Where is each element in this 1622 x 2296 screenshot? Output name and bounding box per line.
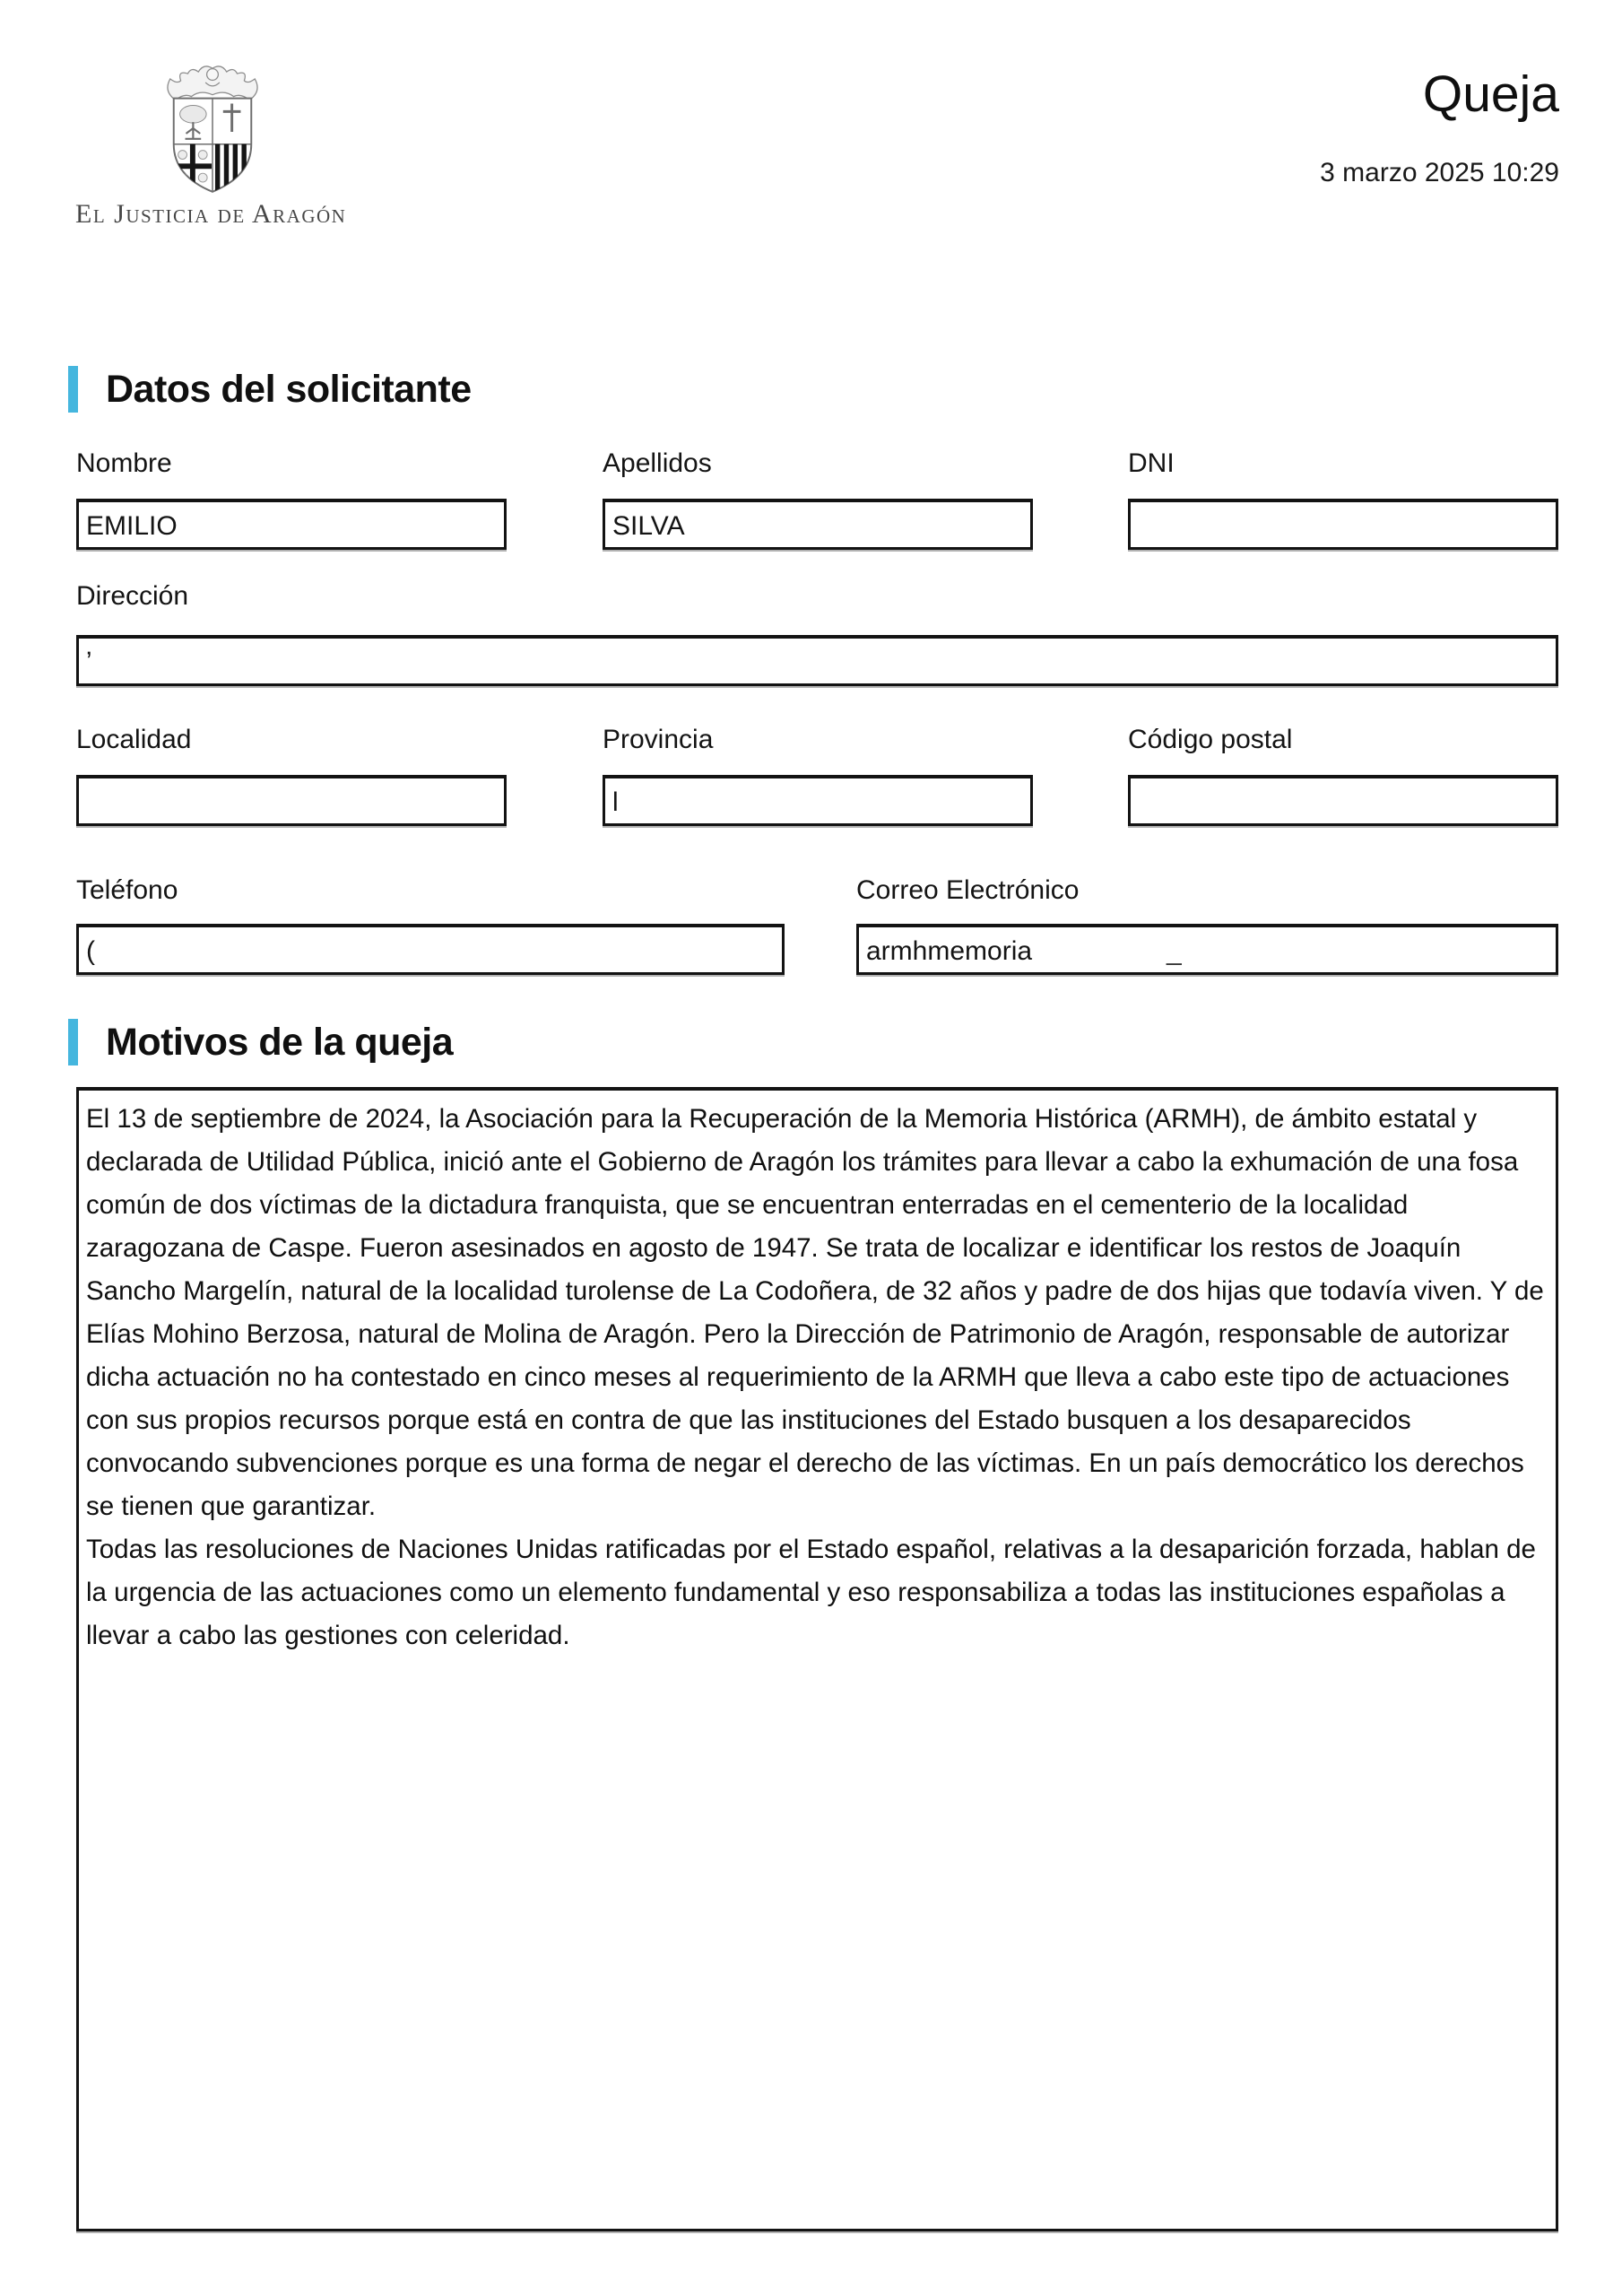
logo-caption: El Justicia de Aragón (75, 199, 347, 229)
apellidos-input[interactable]: SILVA (603, 499, 1033, 550)
page-title: Queja (1422, 65, 1559, 123)
motivos-textarea[interactable] (76, 1087, 1558, 2231)
provincia-input[interactable]: l (603, 775, 1033, 826)
dni-input[interactable] (1128, 499, 1558, 550)
complaint-section-title: Motivos de la queja (106, 1020, 454, 1064)
justicia-aragon-coat-of-arms-icon (160, 57, 265, 203)
correo-value: armhmemoria (866, 936, 1033, 966)
complaint-section-header (68, 1019, 453, 1065)
direccion-input[interactable]: ʼ (76, 635, 1558, 686)
direccion-label: Dirección (76, 581, 189, 611)
nombre-label: Nombre (76, 448, 172, 478)
codigo-postal-input[interactable] (1128, 775, 1558, 826)
motivos-paragraph: Todas las resoluciones de Naciones Unidas ratificadas por el Estado español, relativas a la desaparición forzada, hablan de la urgencia de las actuaciones como un elemento fundamental y eso responsabiliza a todas las instituciones españolas a llevar a cabo las gestiones con celeridad. (86, 1535, 1536, 1650)
applicant-section-header (68, 366, 472, 413)
telefono-input[interactable]: ( (76, 924, 785, 975)
document-datetime: 3 marzo 2025 10:29 (1320, 158, 1559, 187)
provincia-label: Provincia (603, 725, 714, 754)
localidad-input[interactable] (76, 775, 507, 826)
correo-redaction-mark: _ (1167, 936, 1182, 966)
correo-label: Correo Electrónico (856, 875, 1080, 905)
localidad-label: Localidad (76, 725, 192, 754)
apellidos-label: Apellidos (603, 448, 712, 478)
codigo-postal-label: Código postal (1128, 725, 1293, 754)
correo-input[interactable] (856, 924, 1558, 975)
nombre-input[interactable]: EMILIO (76, 499, 507, 550)
telefono-label: Teléfono (76, 875, 178, 905)
accent-bar (68, 366, 78, 413)
motivos-paragraph: El 13 de septiembre de 2024, la Asociación para la Recuperación de la Memoria Histórica (ARMH), de ámbito estatal y declarada de Utilidad Pública, inició ante el Gobierno de Aragón los trámites para llevar a cabo la exhumación de una fosa común de dos víctimas de la dictadura franquista, que se encuentran enterradas en el cementerio de la localidad zaragozana de Caspe. Fueron asesinados en agosto de 1947. Se trata de localizar e identificar los restos de Joaquín Sancho Margelín, natural de la localidad turolense de La Codoñera, de 32 años y padre de dos hijas que todavía viven. Y de Elías Mohino Berzosa, natural de Molina de Aragón. Pero la Dirección de Patrimonio de Aragón, responsable de autorizar dicha actuación no ha contestado en cinco meses al requerimiento de la ARMH que lleva a cabo este tipo de actuaciones con sus propios recursos porque está en contra de que las instituciones del Estado busquen a los desaparecidos convocando subvenciones porque es una forma de negar el derecho de las víctimas. En un país democrático los derechos se tienen que garantizar. (86, 1104, 1544, 1521)
dni-label: DNI (1128, 448, 1175, 478)
applicant-section-title: Datos del solicitante (106, 367, 472, 411)
accent-bar (68, 1019, 78, 1065)
